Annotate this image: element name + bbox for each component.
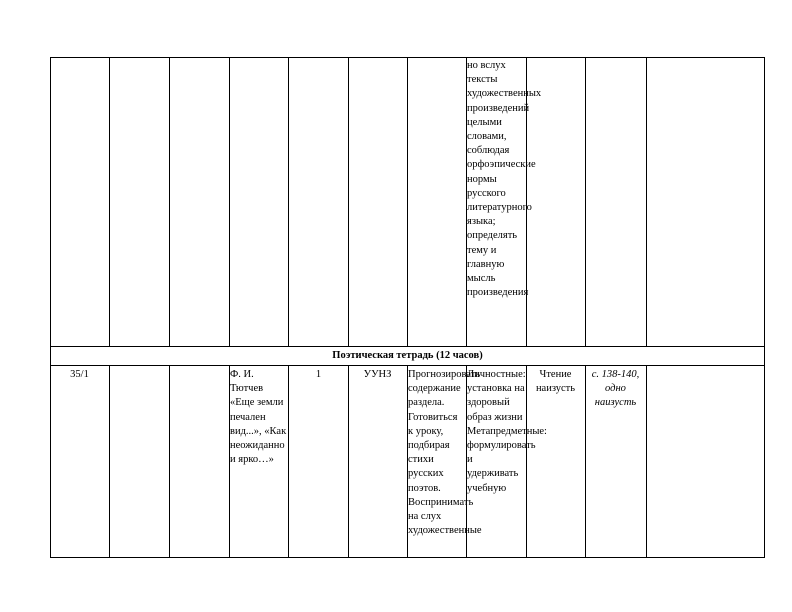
lesson-results-cell xyxy=(466,367,547,557)
lesson-topic: Ф. И. Тютчев «Еще земли печален вид...», «Как неожиданно и ярко…» xyxy=(230,369,287,466)
lesson-number-cell xyxy=(50,367,109,557)
lesson-activities-cell xyxy=(407,367,482,557)
lesson-number: 35/1 xyxy=(70,369,89,380)
section-header xyxy=(50,347,765,365)
lesson-activities: Прогнозировать содержание раздела. Готовиться к уроку, подбирая стихи русских поэтов. Воспринимать на слух художественные xyxy=(408,369,482,537)
lesson-homework-cell xyxy=(585,367,646,557)
lesson-hours: 1 xyxy=(315,369,322,380)
lesson-type-cell xyxy=(348,367,407,557)
lesson-type: УУНЗ xyxy=(363,369,392,380)
lesson-homework: с. 138-140, одно наизусть xyxy=(591,369,640,409)
section-title: Поэтическая тетрадь (12 часов) xyxy=(332,350,483,361)
lesson-hours-cell xyxy=(289,367,348,557)
top-row-results-cell xyxy=(466,58,542,346)
lesson-control-cell xyxy=(526,367,585,557)
lesson-control: Чтение наизусть xyxy=(535,369,576,395)
lesson-topic-cell xyxy=(229,367,289,557)
lesson-results: Личностные: установка на здоровый образ жизни Метапредметные: формулировать и удерживать учебную xyxy=(467,369,547,494)
top-row-results-text: но вслух тексты художественных произведений целыми словами, соблюдая орфоэпические нормы русского литературного языка; определять тему и главную мысль произведения xyxy=(467,60,542,299)
